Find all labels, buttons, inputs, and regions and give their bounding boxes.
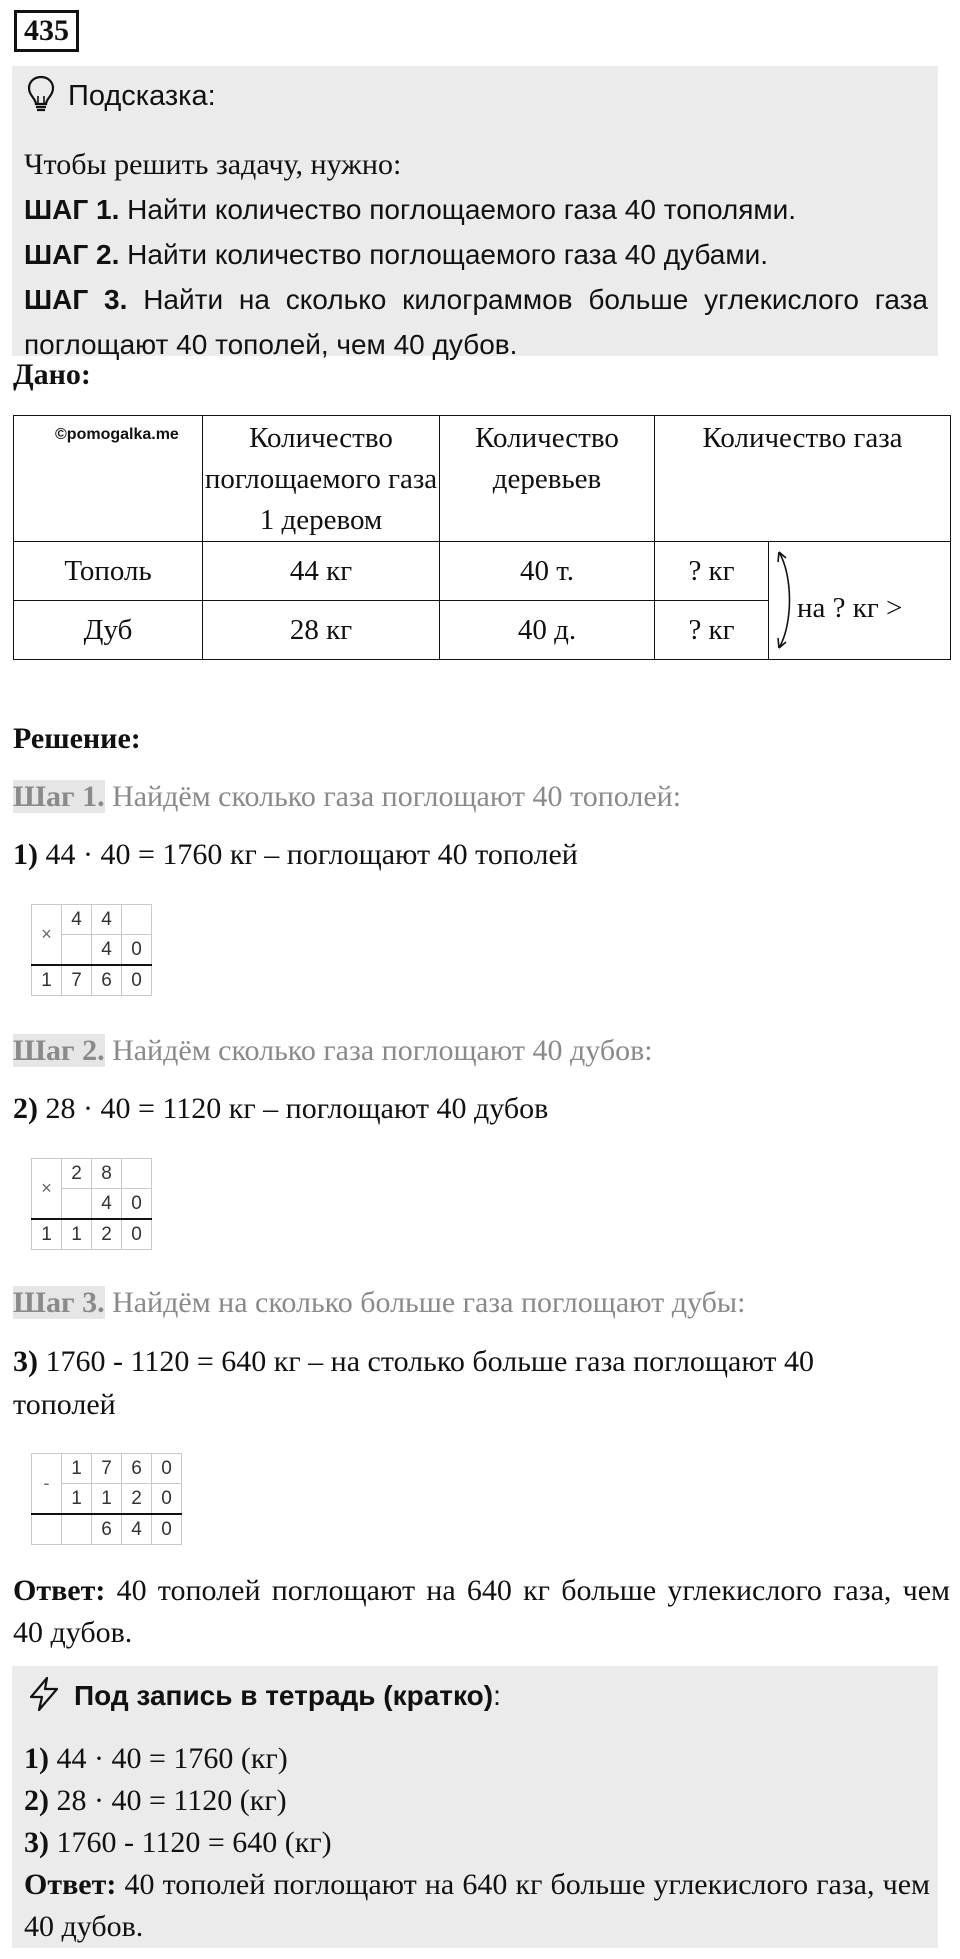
- notebook-line: [24, 1780, 930, 1822]
- given-table: [13, 415, 950, 659]
- answer-label: Ответ:: [24, 1868, 117, 1901]
- column-multiplication-1: [31, 904, 152, 996]
- digit-cell: 7: [92, 1454, 122, 1484]
- notebook-title-colon: :: [493, 1680, 501, 1711]
- digit-cell: 4: [92, 905, 122, 935]
- notebook-answer: [24, 1864, 930, 1948]
- equation-text: 1760 - 1120 = 640 (кг): [56, 1826, 332, 1859]
- equation-number: 1): [13, 838, 38, 871]
- equation-text: 28 · 40 = 1120 кг – поглощают 40 дубов: [45, 1092, 549, 1125]
- row-name: Тополь: [14, 542, 203, 601]
- digit-cell: 2: [62, 1159, 92, 1189]
- operation-sign: ×: [32, 1159, 62, 1220]
- row-per-tree: 44 кг: [203, 542, 440, 601]
- step-text: Найдём сколько газа поглощают 40 дубов:: [112, 1034, 653, 1067]
- answer: [13, 1570, 950, 1654]
- hint-box: [12, 66, 938, 360]
- equation-number: 2): [24, 1784, 49, 1817]
- operation-sign: ×: [32, 905, 62, 966]
- watermark: ©pomogalka.me: [55, 426, 179, 443]
- digit-cell: 0: [122, 1219, 152, 1250]
- equation-text: 44 · 40 = 1760 кг – поглощают 40 тополей: [45, 838, 578, 871]
- hint-title: Подсказка:: [68, 79, 216, 112]
- step-text: Найдём на сколько больше газа поглощают дубы:: [112, 1286, 746, 1319]
- equation-text: 28 · 40 = 1120 (кг): [56, 1784, 287, 1817]
- hint-header: [26, 76, 216, 116]
- digit-cell: 4: [92, 935, 122, 966]
- step-label: Шаг 3.: [13, 1286, 105, 1319]
- digit-cell: 0: [122, 965, 152, 996]
- solution-title: Решение:: [13, 722, 141, 755]
- header-tree-count: Количество деревьев: [440, 416, 655, 542]
- equation-number: 2): [13, 1092, 38, 1125]
- row-count: 40 т.: [440, 542, 655, 601]
- column-multiplication-2: [31, 1158, 152, 1250]
- equation-text: 1760 - 1120 = 640 кг – на столько больше газа поглощают 40: [45, 1345, 814, 1378]
- step-1-heading: [13, 780, 681, 814]
- digit-cell: 4: [122, 1514, 152, 1545]
- double-arrow-icon: [775, 546, 799, 654]
- notebook-box: [12, 1666, 938, 1948]
- row-per-tree: 28 кг: [203, 601, 440, 660]
- operation-sign: -: [32, 1454, 62, 1515]
- hint-step-label: ШАГ 1.: [24, 194, 120, 225]
- digit-cell: 1: [32, 1219, 62, 1250]
- digit-cell: [122, 1159, 152, 1189]
- digit-cell: 2: [92, 1219, 122, 1250]
- digit-cell: 1: [92, 1484, 122, 1515]
- digit-cell: 6: [92, 965, 122, 996]
- notebook-line: [24, 1822, 930, 1864]
- answer-text: 40 тополей поглощают на 640 кг больше углекислого газа, чем 40 дубов.: [13, 1574, 951, 1649]
- equation-1: [13, 838, 578, 872]
- notebook-line: [24, 1738, 930, 1780]
- digit-cell: 8: [92, 1159, 122, 1189]
- answer-text: 40 тополей поглощают на 640 кг больше углекислого газа, чем 40 дубов.: [24, 1868, 931, 1943]
- hint-step-text: Найти количество поглощаемого газа 40 тополями.: [127, 194, 797, 225]
- step-3-heading: [13, 1286, 745, 1320]
- hint-step-text: Найти на сколько килограммов больше углекислого газа поглощают 40 тополей, чем 40 дубов.: [24, 284, 928, 360]
- hint-body: [24, 142, 928, 367]
- digit-cell: 1: [62, 1454, 92, 1484]
- column-subtraction: [31, 1453, 182, 1545]
- digit-cell: 6: [122, 1454, 152, 1484]
- equation-text: 44 · 40 = 1760 (кг): [56, 1742, 288, 1775]
- digit-cell: 6: [92, 1514, 122, 1545]
- comparison-cell: [769, 542, 951, 660]
- equation-3: [13, 1345, 814, 1379]
- hint-step-1: [24, 187, 928, 232]
- hint-step-label: ШАГ 2.: [24, 239, 120, 270]
- digit-cell: 1: [62, 1219, 92, 1250]
- digit-cell: 4: [92, 1189, 122, 1220]
- hint-step-label: ШАГ 3.: [24, 284, 128, 315]
- digit-cell: [32, 1514, 62, 1545]
- step-2-heading: [13, 1034, 653, 1068]
- lightning-icon: [26, 1676, 62, 1717]
- digit-cell: [62, 1189, 92, 1220]
- digit-cell: 0: [152, 1484, 182, 1515]
- answer-label: Ответ:: [13, 1574, 106, 1607]
- digit-cell: 1: [62, 1484, 92, 1515]
- hint-step-3: [24, 277, 928, 367]
- equation-2: [13, 1092, 548, 1126]
- digit-cell: 4: [62, 905, 92, 935]
- digit-cell: 0: [152, 1514, 182, 1545]
- notebook-title: Под запись в тетрадь (кратко): [74, 1680, 494, 1711]
- row-gas: ? кг: [655, 542, 769, 601]
- notebook-body: [24, 1738, 930, 1948]
- row-name: Дуб: [14, 601, 203, 660]
- digit-cell: [62, 935, 92, 966]
- digit-cell: 7: [62, 965, 92, 996]
- notebook-header: [26, 1674, 501, 1718]
- equation-number: 3): [24, 1826, 49, 1859]
- row-count: 40 д.: [440, 601, 655, 660]
- equation-3-continued: тополей: [13, 1388, 116, 1421]
- digit-cell: 0: [122, 1189, 152, 1220]
- hint-intro: Чтобы решить задачу, нужно:: [24, 148, 402, 181]
- row-gas: ? кг: [655, 601, 769, 660]
- step-text: Найдём сколько газа поглощают 40 тополей:: [112, 780, 682, 813]
- digit-cell: [62, 1514, 92, 1545]
- step-label: Шаг 1.: [13, 780, 105, 813]
- equation-number: 3): [13, 1345, 38, 1378]
- hint-step-text: Найти количество поглощаемого газа 40 дубами.: [127, 239, 768, 270]
- comparison-text: на ? кг >: [797, 592, 903, 624]
- digit-cell: 1: [32, 965, 62, 996]
- digit-cell: 0: [152, 1454, 182, 1484]
- equation-number: 1): [24, 1742, 49, 1775]
- given-title: Дано:: [13, 358, 91, 391]
- digit-cell: 2: [122, 1484, 152, 1515]
- lightbulb-icon: [26, 75, 56, 118]
- digit-cell: [122, 905, 152, 935]
- header-gas-amount: Количество газа: [655, 416, 951, 542]
- hint-step-2: [24, 232, 928, 277]
- header-per-tree: Количество поглощаемого газа 1 деревом: [203, 416, 440, 542]
- task-number: 435: [14, 10, 79, 52]
- digit-cell: 0: [122, 935, 152, 966]
- step-label: Шаг 2.: [13, 1034, 105, 1067]
